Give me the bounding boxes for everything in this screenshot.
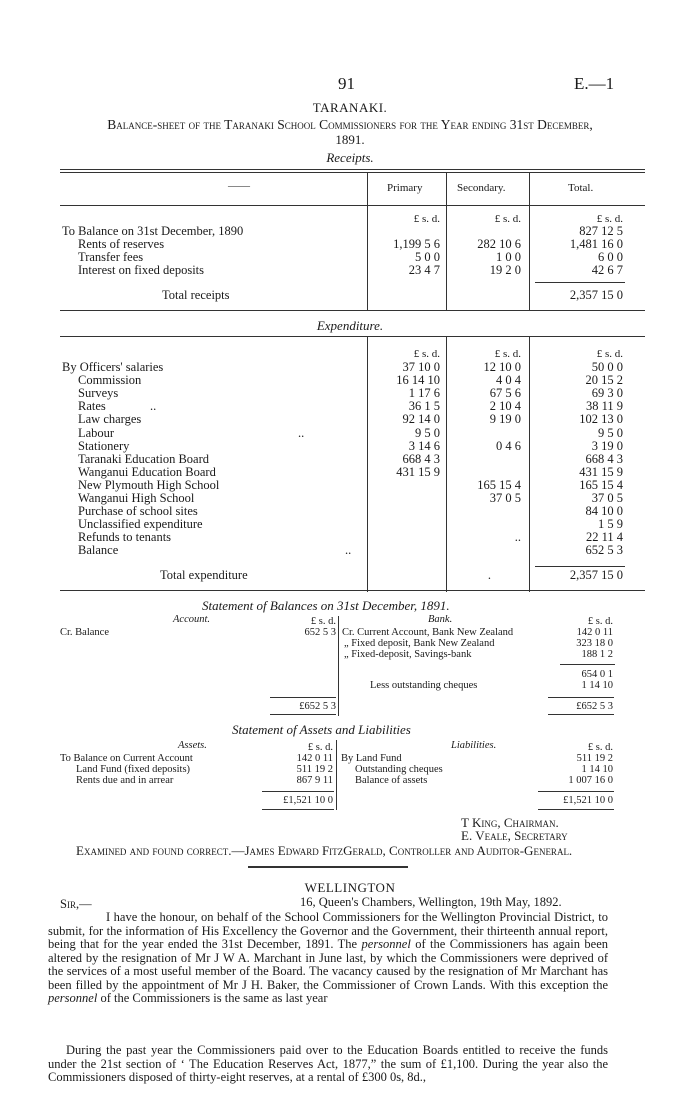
paragraph-1-personnel: personnel bbox=[361, 937, 411, 951]
balances-currency-right: £ s. d. bbox=[587, 616, 613, 627]
auditor-examination: Examined and found correct.—James Edward FitzGerald, Controller and Auditor-General. bbox=[76, 843, 573, 858]
receipt-total: 42 6 7 bbox=[591, 263, 623, 277]
exp-currency-header-total: £ s. d. bbox=[596, 348, 623, 360]
signature-secretary: E. Veale, Secretary bbox=[461, 828, 568, 843]
cr-balance-label: Cr. Balance bbox=[60, 627, 109, 638]
expenditure-total: 668 4 3 bbox=[585, 451, 623, 466]
receipt-secondary: 282 10 6 bbox=[477, 237, 521, 251]
expenditure-primary: 431 15 9 bbox=[396, 464, 440, 479]
expenditure-label: Law charges bbox=[78, 412, 142, 427]
expenditure-primary: 37 10 0 bbox=[402, 360, 440, 374]
bank-row-amount: 188 1 2 bbox=[581, 649, 613, 660]
expenditure-primary: 1 17 6 bbox=[408, 386, 440, 401]
document-reference: E.—1 bbox=[574, 74, 615, 93]
assets-left-total-rule bbox=[262, 791, 334, 792]
balance-sheet-title-year: 1891. bbox=[335, 132, 365, 147]
asset-row-amount: 867 9 11 bbox=[296, 775, 333, 786]
balances-divider bbox=[338, 616, 339, 716]
receipts-sum-rule bbox=[535, 282, 625, 283]
expenditure-secondary: 37 0 5 bbox=[489, 491, 521, 505]
expenditure-secondary: 0 4 6 bbox=[496, 438, 521, 453]
column-header-secondary: Secondary. bbox=[457, 182, 506, 194]
balances-currency-left: £ s. d. bbox=[310, 616, 336, 627]
account-header: Account. bbox=[173, 614, 211, 625]
bank-row-label: Cr. Current Account, Bank New Zealand bbox=[342, 627, 514, 638]
receipt-total: 827 12 5 bbox=[579, 224, 623, 238]
balances-right-total: £652 5 3 bbox=[576, 701, 613, 712]
paragraph-2-text: During the past year the Commissioners paid over to the Education Boards entitled to receive the funds under the 21st section of ‘ The Education Reserves Act, 1877,” the sum of £1,100. During the year also the Commissioners disposed of thirty-eight reserves, at a rental of £300 0s, 8d., bbox=[48, 1043, 608, 1084]
expenditure-label: Surveys bbox=[78, 386, 119, 401]
expenditure-secondary: 2 10 4 bbox=[489, 399, 521, 414]
bank-row-amount: 142 0 11 bbox=[576, 627, 613, 638]
balances-left-bottom-rule bbox=[270, 714, 336, 715]
expenditure-total: 84 10 0 bbox=[585, 504, 623, 519]
exp-currency-header-secondary: £ s. d. bbox=[494, 348, 521, 360]
expenditure-label: Commission bbox=[78, 373, 142, 388]
receipt-secondary: 19 2 0 bbox=[489, 263, 521, 277]
expenditure-total: 38 11 9 bbox=[585, 399, 623, 414]
expenditure-dots: .. bbox=[345, 543, 352, 558]
receipt-label: Transfer fees bbox=[78, 250, 144, 264]
receipt-total: 1,481 16 0 bbox=[569, 237, 623, 251]
expenditure-primary: 92 14 0 bbox=[402, 412, 440, 427]
expenditure-secondary: 67 5 6 bbox=[489, 386, 521, 401]
letter-paragraph-1 bbox=[48, 911, 608, 1006]
balances-heading: Statement of Balances on 31st December, 1891. bbox=[202, 598, 450, 613]
expenditure-top-rule bbox=[60, 336, 645, 337]
expenditure-label: Refunds to tenants bbox=[78, 530, 172, 545]
currency-header-primary: £ s. d. bbox=[413, 213, 440, 225]
expenditure-label: Wanganui High School bbox=[78, 491, 195, 505]
paragraph-1-text: I have the honour, on behalf of the School Commissioners for the Wellington Provincial District, to submit, for the information of His Excellency the Governor and the Government, their thirteenth annual report, being that for the year ended the 31st December, 1891. The bbox=[48, 910, 608, 951]
letter-address: 16, Queen's Chambers, Wellington, 19th May, 1892. bbox=[300, 895, 562, 909]
asset-row-label: To Balance on Current Account bbox=[60, 753, 193, 764]
receipt-label: Interest on fixed deposits bbox=[78, 263, 205, 277]
expenditure-total: 431 15 9 bbox=[579, 464, 623, 479]
receipts-bottom-rule bbox=[60, 310, 645, 311]
expenditure-dots: .. bbox=[150, 399, 157, 414]
total-expenditure-value: 2,357 15 0 bbox=[569, 568, 623, 582]
currency-header-secondary: £ s. d. bbox=[494, 213, 521, 225]
bank-subtotal-rule bbox=[560, 664, 615, 665]
expenditure-total: 1 5 9 bbox=[598, 517, 623, 532]
receipt-label: Rents of reserves bbox=[78, 237, 165, 251]
assets-currency-right: £ s. d. bbox=[587, 742, 613, 753]
total-receipts-value: 2,357 15 0 bbox=[569, 288, 623, 302]
liabilities-total: £1,521 10 0 bbox=[563, 795, 613, 806]
signature-chairman: T King, Chairman. bbox=[461, 815, 559, 830]
asset-row-label: Land Fund (fixed deposits) bbox=[76, 764, 191, 775]
expenditure-label: Purchase of school sites bbox=[78, 504, 198, 519]
expenditure-bottom-rule bbox=[60, 590, 645, 591]
wellington-title: WELLINGTON bbox=[304, 880, 396, 895]
balances-right-bottom-rule bbox=[548, 714, 614, 715]
expenditure-label: Labour bbox=[78, 425, 115, 440]
total-receipts-label: Total receipts bbox=[162, 288, 230, 302]
liability-row-amount: 1 14 10 bbox=[581, 764, 613, 775]
table-top-rule-2 bbox=[60, 172, 645, 173]
expenditure-label: Rates bbox=[78, 399, 106, 414]
column-header-primary: Primary bbox=[387, 182, 423, 194]
salutation: Sir,— bbox=[60, 897, 92, 911]
bank-row-amount: 323 18 0 bbox=[576, 638, 613, 649]
column-header-rule bbox=[60, 205, 645, 206]
expenditure-secondary: .. bbox=[514, 530, 521, 545]
expenditure-primary: 668 4 3 bbox=[402, 451, 440, 466]
expenditure-secondary: 165 15 4 bbox=[477, 477, 521, 492]
assets-heading: Statement of Assets and Liabilities bbox=[232, 722, 411, 737]
expenditure-total: 3 19 0 bbox=[591, 438, 623, 453]
expenditure-total: 102 13 0 bbox=[579, 412, 623, 427]
expenditure-label: Balance bbox=[78, 543, 119, 558]
expenditure-dots: .. bbox=[298, 425, 305, 440]
receipt-primary: 5 0 0 bbox=[415, 250, 440, 264]
expenditure-label: By Officers' salaries bbox=[62, 360, 164, 374]
paragraph-1-text-c: of the Commissioners is the same as last year bbox=[97, 991, 328, 1005]
expenditure-total: 22 11 4 bbox=[585, 530, 623, 545]
expenditure-sum-rule bbox=[535, 566, 625, 567]
receipt-primary: 1,199 5 6 bbox=[393, 237, 440, 251]
expenditure-label: Wanganui Education Board bbox=[78, 464, 216, 479]
assets-currency-left: £ s. d. bbox=[307, 742, 333, 753]
exp-currency-header-primary: £ s. d. bbox=[413, 348, 440, 360]
receipts-heading: Receipts. bbox=[326, 150, 374, 165]
liability-row-label: Balance of assets bbox=[355, 775, 428, 786]
expenditure-label: Taranaki Education Board bbox=[78, 451, 210, 466]
liability-row-amount: 511 19 2 bbox=[576, 753, 613, 764]
expenditure-primary: 3 14 6 bbox=[408, 438, 440, 453]
paragraph-1-personnel-2: personnel bbox=[48, 991, 98, 1005]
paragraph-1-text-b: of the Commissioners has again been altered by the resignation of Mr J W A. Marchant in June last, by which the Commissioners were deprived of the services of a most useful member of the Board. The vacancy caused by the resignation of Mr Marchant has been filled by the appointment of Mr J H. Baker, the Commissioner of Crown Lands. With this exception the bbox=[48, 937, 609, 992]
balances-left-total-rule bbox=[270, 697, 336, 698]
expenditure-secondary: 9 19 0 bbox=[489, 412, 521, 427]
column-header-dash: —— bbox=[228, 180, 250, 192]
currency-header-total: £ s. d. bbox=[596, 213, 623, 225]
receipt-secondary: 1 0 0 bbox=[496, 250, 521, 264]
liability-row-label: Outstanding cheques bbox=[355, 764, 443, 775]
expenditure-total: 20 15 2 bbox=[585, 373, 623, 388]
liabilities-header: Liabilities. bbox=[451, 740, 497, 751]
region-title: TARANAKI. bbox=[312, 100, 388, 115]
expenditure-primary: 9 5 0 bbox=[415, 425, 440, 440]
column-header-total: Total. bbox=[568, 182, 594, 194]
expenditure-total: 165 15 4 bbox=[579, 477, 623, 492]
expenditure-total: 37 0 5 bbox=[591, 491, 623, 505]
table-top-rule bbox=[60, 169, 645, 170]
asset-row-amount: 511 19 2 bbox=[296, 764, 333, 775]
expenditure-primary: 36 1 5 bbox=[408, 399, 440, 414]
assets-right-bottom-rule bbox=[538, 809, 614, 810]
liability-row-label: By Land Fund bbox=[341, 753, 402, 764]
receipt-label: To Balance on 31st December, 1890 bbox=[62, 224, 244, 238]
bank-subtotal: 654 0 1 bbox=[581, 669, 613, 680]
less-outstanding-amount: 1 14 10 bbox=[581, 680, 613, 691]
asset-row-label: Rents due and in arrear bbox=[76, 775, 174, 786]
assets-right-total-rule bbox=[538, 791, 614, 792]
expenditure-heading: Expenditure. bbox=[316, 318, 384, 333]
expenditure-total: 652 5 3 bbox=[585, 543, 623, 558]
total-expenditure-label: Total expenditure bbox=[160, 568, 248, 582]
bank-row-label: „ Fixed-deposit, Savings-bank bbox=[344, 649, 472, 660]
total-expenditure-secondary: . bbox=[487, 568, 491, 582]
liability-row-amount: 1 007 16 0 bbox=[568, 775, 613, 786]
page-number: 91 bbox=[338, 74, 355, 93]
expenditure-secondary: 4 0 4 bbox=[496, 373, 521, 388]
balances-left-total: £652 5 3 bbox=[299, 701, 336, 712]
letter-paragraph-2 bbox=[48, 1044, 608, 1085]
receipt-primary: 23 4 7 bbox=[408, 263, 440, 277]
receipt-total: 6 0 0 bbox=[598, 250, 623, 264]
expenditure-label: New Plymouth High School bbox=[78, 477, 220, 492]
section-separator bbox=[248, 866, 408, 868]
balance-sheet-title: Balance-sheet of the Taranaki School Commissioners for the Year ending 31st December, bbox=[107, 117, 593, 132]
balances-right-total-rule bbox=[548, 697, 614, 698]
cr-balance-amount: 652 5 3 bbox=[304, 627, 336, 638]
assets-divider bbox=[336, 740, 337, 810]
less-outstanding-label: Less outstanding cheques bbox=[370, 680, 478, 691]
expenditure-label: Stationery bbox=[78, 438, 130, 453]
expenditure-total: 69 3 0 bbox=[591, 386, 623, 401]
expenditure-primary: 16 14 10 bbox=[396, 373, 440, 388]
assets-left-bottom-rule bbox=[262, 809, 334, 810]
bank-row-label: „ Fixed deposit, Bank New Zealand bbox=[344, 638, 495, 649]
assets-header: Assets. bbox=[178, 740, 207, 751]
bank-header: Bank. bbox=[428, 614, 453, 625]
expenditure-label: Unclassified expenditure bbox=[78, 517, 203, 532]
asset-row-amount: 142 0 11 bbox=[296, 753, 333, 764]
assets-total: £1,521 10 0 bbox=[283, 795, 333, 806]
expenditure-secondary: 12 10 0 bbox=[483, 360, 521, 374]
expenditure-total: 9 5 0 bbox=[598, 425, 623, 440]
expenditure-total: 50 0 0 bbox=[591, 360, 623, 374]
